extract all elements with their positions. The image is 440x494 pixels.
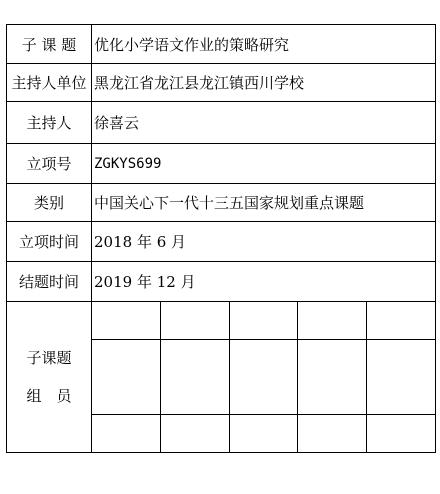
- member-slot[interactable]: [161, 415, 230, 453]
- members-grid-row: [92, 302, 435, 340]
- project-number-value: ZGKYS699: [92, 144, 436, 184]
- member-slot[interactable]: [92, 415, 161, 453]
- subtopic-value: 优化小学语文作业的策略研究: [92, 25, 436, 64]
- members-label-line1: 子课题: [26, 349, 72, 367]
- member-slot[interactable]: [298, 302, 367, 340]
- member-slot[interactable]: [161, 340, 230, 415]
- member-slot[interactable]: [298, 340, 367, 415]
- host-label: 主持人: [7, 102, 92, 144]
- member-slot[interactable]: [298, 415, 367, 453]
- row-host: [7, 102, 436, 144]
- host-unit-label: 主持人单位: [7, 64, 92, 102]
- members-label: [7, 302, 92, 453]
- row-completion-date: [7, 262, 436, 302]
- category-value: 中国关心下一代十三五国家规划重点课题: [92, 184, 436, 222]
- members-grid-cell: [92, 302, 436, 453]
- member-slot[interactable]: [92, 340, 161, 415]
- host-unit-value: 黑龙江省龙江县龙江镇西川学校: [92, 64, 436, 102]
- member-slot[interactable]: [229, 302, 298, 340]
- member-slot[interactable]: [366, 415, 435, 453]
- host-value: 徐喜云: [92, 102, 436, 144]
- row-subtopic: [7, 25, 436, 64]
- row-project-number: [7, 144, 436, 184]
- row-category: [7, 184, 436, 222]
- row-members: [7, 302, 436, 453]
- project-number-label: 立项号: [7, 144, 92, 184]
- category-label: 类别: [7, 184, 92, 222]
- member-slot[interactable]: [92, 302, 161, 340]
- member-slot[interactable]: [366, 302, 435, 340]
- approval-date-value: 2018 年 6 月: [92, 222, 436, 262]
- subtopic-label: 子 课 题: [7, 25, 92, 64]
- members-label-line2: 组 员: [26, 387, 72, 405]
- row-host-unit: [7, 64, 436, 102]
- member-slot[interactable]: [161, 302, 230, 340]
- member-slot[interactable]: [229, 415, 298, 453]
- project-info-table: [6, 24, 436, 453]
- members-grid-row: [92, 415, 435, 453]
- completion-date-label: 结题时间: [7, 262, 92, 302]
- row-approval-date: [7, 222, 436, 262]
- approval-date-label: 立项时间: [7, 222, 92, 262]
- members-grid: [92, 302, 435, 452]
- member-slot[interactable]: [229, 340, 298, 415]
- completion-date-value: 2019 年 12 月: [92, 262, 436, 302]
- members-grid-row: [92, 340, 435, 415]
- member-slot[interactable]: [366, 340, 435, 415]
